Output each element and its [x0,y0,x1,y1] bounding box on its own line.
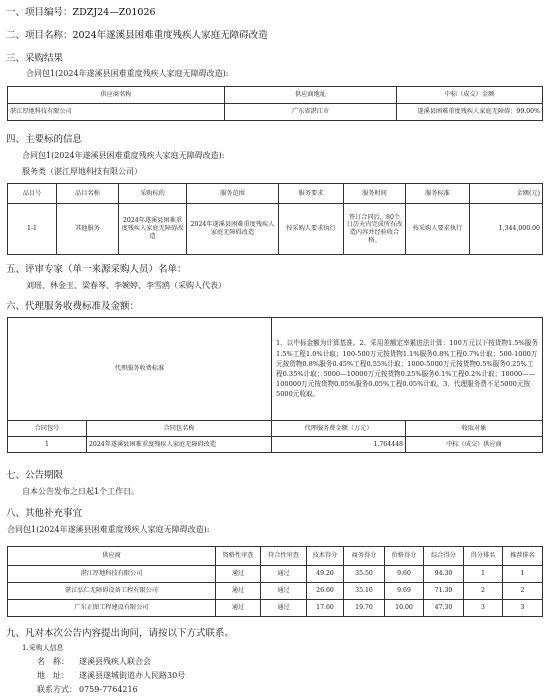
table-cell: 2024年遂溪县困难重度残疾人家庭无障碍改造 [187,204,279,255]
other-package: 合同包1(2024年遂溪县困难重度残疾人家庭无障碍改造): [7,525,210,534]
table-header: 资格性审查 [216,547,261,566]
table-header-row [8,184,543,204]
table-header-row [8,87,543,104]
table-cell: 2 [503,583,543,600]
section-other-title: 八、其他补充事宜 [6,508,83,519]
subject-package: 合同包1(2024年遂溪县困难重度残疾人家庭无障碍改造): [22,151,225,160]
table-cell: 1,344,000.00 [470,204,543,255]
table-header: 品目名称 [57,184,119,204]
table-header: 合同包名称 [87,421,272,437]
buyer-phone-value: 0759-7764216 [79,685,138,694]
table-header: 代理服务费金额（万元） [272,421,406,437]
section-result-title: 三、采购结果 [6,53,64,64]
project-name: 二、项目名称：2024年遂溪县困难重度残疾人家庭无障碍改造 [6,30,268,41]
table-header-row [8,421,543,437]
fee-table [7,317,543,453]
buyer-name-value: 遂溪县残疾人联合会 [79,657,151,666]
table-header: 合同包号 [8,421,87,437]
table-cell: 通过 [261,600,307,617]
project-number: 一、项目编号：ZDZJ24—Z01026 [6,7,156,18]
table-cell: 1 [503,566,543,583]
buyer-info-heading: 1.采购人信息 [22,644,64,652]
fee-standard-label: 代理服务收费标准 [8,318,272,421]
buyer-phone-key: 联系方式： [37,685,77,694]
table-row [8,204,543,255]
table-cell: 9.69 [385,583,424,600]
table-header: 供应商 [8,547,216,566]
buyer-name [37,656,151,667]
experts-names: 刘瑶、林金玉、梁春琴、李婉婷、李雪鸥（采购人代表） [26,281,226,290]
table-cell: 湛江厚地科技有限公司 [8,566,216,583]
table-header: 收取对象 [406,421,543,437]
table-cell: 其他服务 [57,204,119,255]
table-cell: 9.60 [385,566,424,583]
result-package: 合同包1(2024年遂溪县困难重度残疾人家庭无障碍改造): [26,69,229,78]
table-cell: 通过 [216,583,261,600]
table-cell: 广东正图工程建设有限公司 [8,600,216,617]
period-text: 自本公告发布之日起1个工作日。 [22,487,140,496]
table-cell: 签订合同后，80个日历天内完成所有改造内容并经验收合格。 [344,204,406,255]
table-cell: 1-1 [8,204,57,255]
fee-standard-text: 1、以中标金额为计算基准。2、采用差额定率累进法计算：100万元以下按货物1.5%服务1.5%工程1.0%计取；100-500万元按货物1.1%服务0.8%工程0.7%计取；500-1000万元按货物0.8%服务0.45%工程0.55%计取；1000-5000万元按货物0.5%服务0.25%工程0.35%计取；5000—10000万元按货物0.25%服务0.1%工程0.2%计取；10000——100000万元按货物0.05%服务0.05%工程0.05%计取。3、代理服务费不足5000元按5000元收取。 [272,318,543,421]
table-header: 技术得分 [307,547,344,566]
table-header: 商务得分 [344,547,385,566]
table-header: 价格得分 [385,547,424,566]
table-cell: 2024年遂溪县困难重度残疾人家庭无障碍改造 [87,437,272,453]
table-cell: 通过 [216,600,261,617]
table-cell: 49.20 [307,566,344,583]
table-cell: 35.50 [344,566,385,583]
table-header: 供应商名称 [8,87,225,104]
table-header: 服务范围 [187,184,279,204]
section-experts-title: 五、评审专家（单一来源采购人员）名单： [6,264,187,275]
table-row [8,437,543,453]
table-header: 综合得分 [424,547,464,566]
table-cell: 通过 [261,583,307,600]
table-cell: 3 [503,600,543,617]
table-cell: 47.30 [424,600,464,617]
buyer-address-key: 地 址： [37,671,69,680]
table-header: 得分排名 [464,547,503,566]
table-cell: 2 [464,583,503,600]
score-table [7,546,543,617]
table-header: 服务标准 [406,184,470,204]
subject-table [7,183,543,255]
table-cell: 3 [464,600,503,617]
table-header: 符合性审查 [261,547,307,566]
section-period-title: 七、公告期限 [6,470,64,481]
table-cell: 2024年遂溪县困难重度残疾人家庭无障碍改造 [119,204,187,255]
table-header: 服务要求 [279,184,344,204]
table-cell: 94.30 [424,566,464,583]
buyer-phone [37,684,138,695]
table-cell: 35.10 [344,583,385,600]
table-cell: 按采购人要求执行 [279,204,344,255]
table-cell: 通过 [216,566,261,583]
table-cell: 按采购人要求执行 [406,204,470,255]
table-cell: 71.39 [424,583,464,600]
table-cell: 通过 [261,566,307,583]
table-row [8,583,543,600]
table-header-row [8,547,543,566]
table-cell: 19.70 [344,600,385,617]
table-cell: 遂溪县困难重度残疾人家庭无障碍：99.00% [397,104,543,121]
buyer-name-key: 名 称： [37,657,69,666]
table-header: 供应商地址 [225,87,397,104]
section-contact-title: 九、凡对本次公告内容提出询问，请按以下方式联系。 [6,628,235,639]
table-header: 中标（成交）金额 [397,87,543,104]
table-cell: 1 [8,437,87,453]
table-header: 品目号 [8,184,57,204]
table-row [8,600,543,617]
table-cell: 10.00 [385,600,424,617]
table-cell: 17.60 [307,600,344,617]
buyer-address [37,670,185,681]
table-cell: 1 [464,566,503,583]
table-header: 金额(元) [470,184,543,204]
table-cell: 广东省湛江市 [225,104,397,121]
result-table [7,86,543,121]
subject-category: 服务类（湛江厚地科技有限公司） [22,167,142,176]
table-cell: 26.60 [307,583,344,600]
table-cell: 湛江弘仁无障碍设备工程有限公司 [8,583,216,600]
table-cell: 1.764448 [272,437,406,453]
table-row [8,566,543,583]
section-fee-title: 六、代理服务收费标准及金额： [6,301,140,312]
table-header: 推荐排名 [503,547,543,566]
table-cell: 湛江厚地科技有限公司 [8,104,225,121]
table-cell: 中标（成交）供应商 [406,437,543,453]
fee-standard-row [8,318,543,421]
table-row [8,104,543,121]
buyer-address-value: 遂溪县遂城街道办人民路30号 [79,671,186,680]
section-subject-title: 四、主要标的信息 [6,134,83,145]
table-header: 服务时间 [344,184,406,204]
table-header: 采购标的 [119,184,187,204]
